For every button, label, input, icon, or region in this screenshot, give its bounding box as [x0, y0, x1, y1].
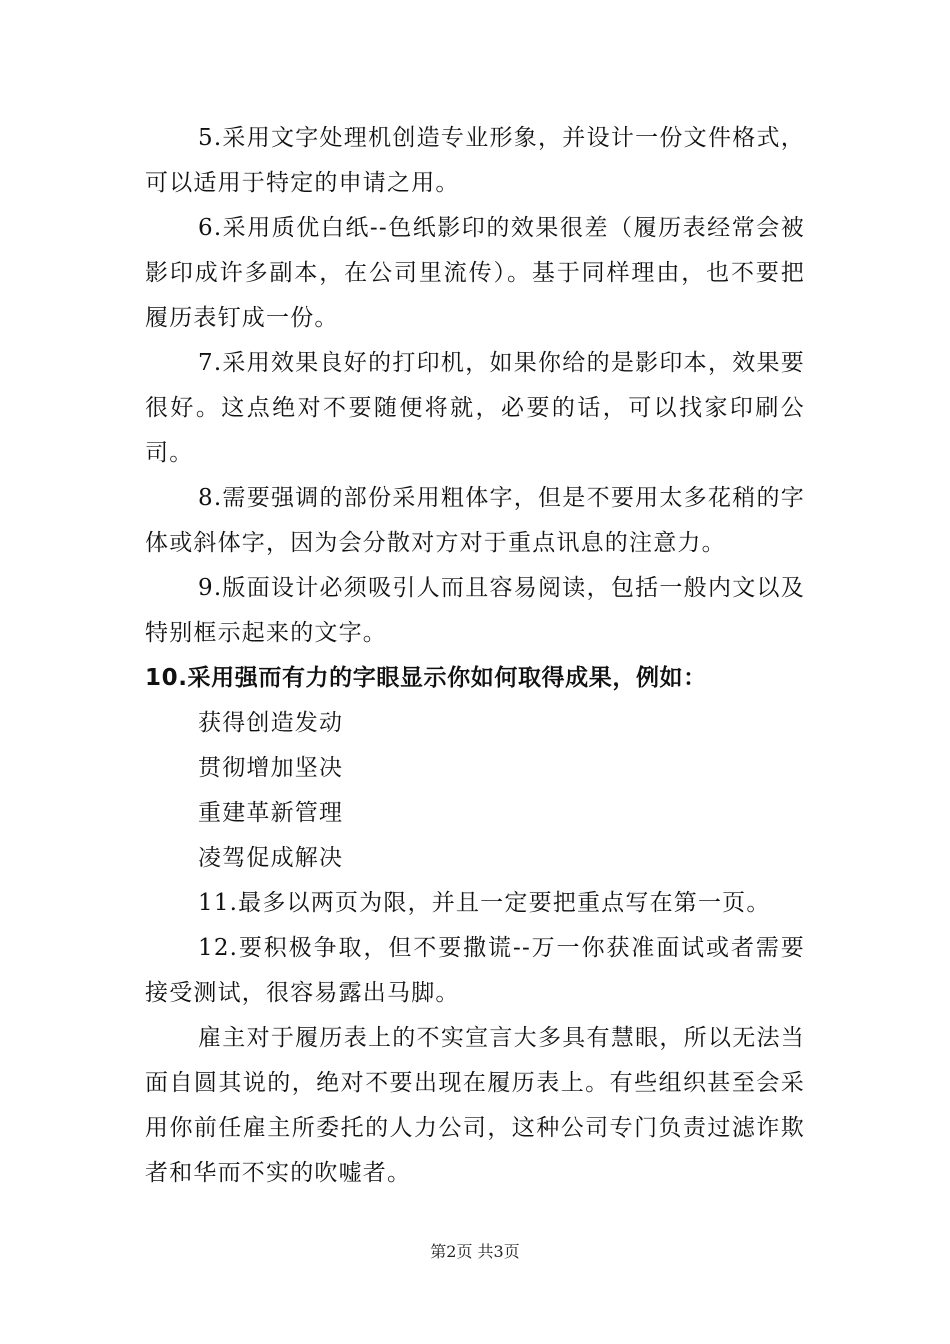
paragraph-closing: 雇主对于履历表上的不实宣言大多具有慧眼，所以无法当面自圆其说的，绝对不要出现在履历表上。有些组织甚至会采用你前任雇主所委托的人力公司，这种公司专门负责过滤诈欺者和华而不实的吹嘘者。 — [145, 1025, 805, 1186]
paragraph-9: 9.版面设计必须吸引人而且容易阅读，包括一般内文以及特别框示起来的文字。 — [145, 575, 805, 646]
list-item: 贯彻增加坚决 — [198, 755, 344, 781]
list-item: 凌驾促成解决 — [198, 845, 344, 871]
page-number-footer: 第2页 共3页 — [430, 1242, 520, 1261]
document-body — [145, 116, 805, 1196]
paragraph-8: 8.需要强调的部份采用粗体字，但是不要用太多花稍的字体或斜体字，因为会分散对方对于重点讯息的注意力。 — [145, 485, 805, 556]
paragraph-7: 7.采用效果良好的打印机，如果你给的是影印本，效果要很好。这点绝对不要随便将就，必要的话，可以找家印刷公司。 — [145, 350, 805, 466]
paragraph-6: 6.采用质优白纸--色纸影印的效果很差（履历表经常会被影印成许多副本，在公司里流传）。基于同样理由，也不要把履历表钉成一份。 — [145, 215, 805, 331]
paragraph-10-heading: 10.采用强而有力的字眼显示你如何取得成果，例如： — [145, 665, 707, 691]
power-word-list — [145, 701, 805, 881]
list-item: 获得创造发动 — [198, 710, 344, 736]
paragraph-12: 12.要积极争取，但不要撒谎--万一你获准面试或者需要接受测试，很容易露出马脚。 — [145, 935, 805, 1006]
list-item: 重建革新管理 — [198, 800, 344, 826]
paragraph-11: 11.最多以两页为限，并且一定要把重点写在第一页。 — [198, 890, 771, 916]
paragraph-5: 5.采用文字处理机创造专业形象，并设计一份文件格式，可以适用于特定的申请之用。 — [145, 125, 805, 196]
